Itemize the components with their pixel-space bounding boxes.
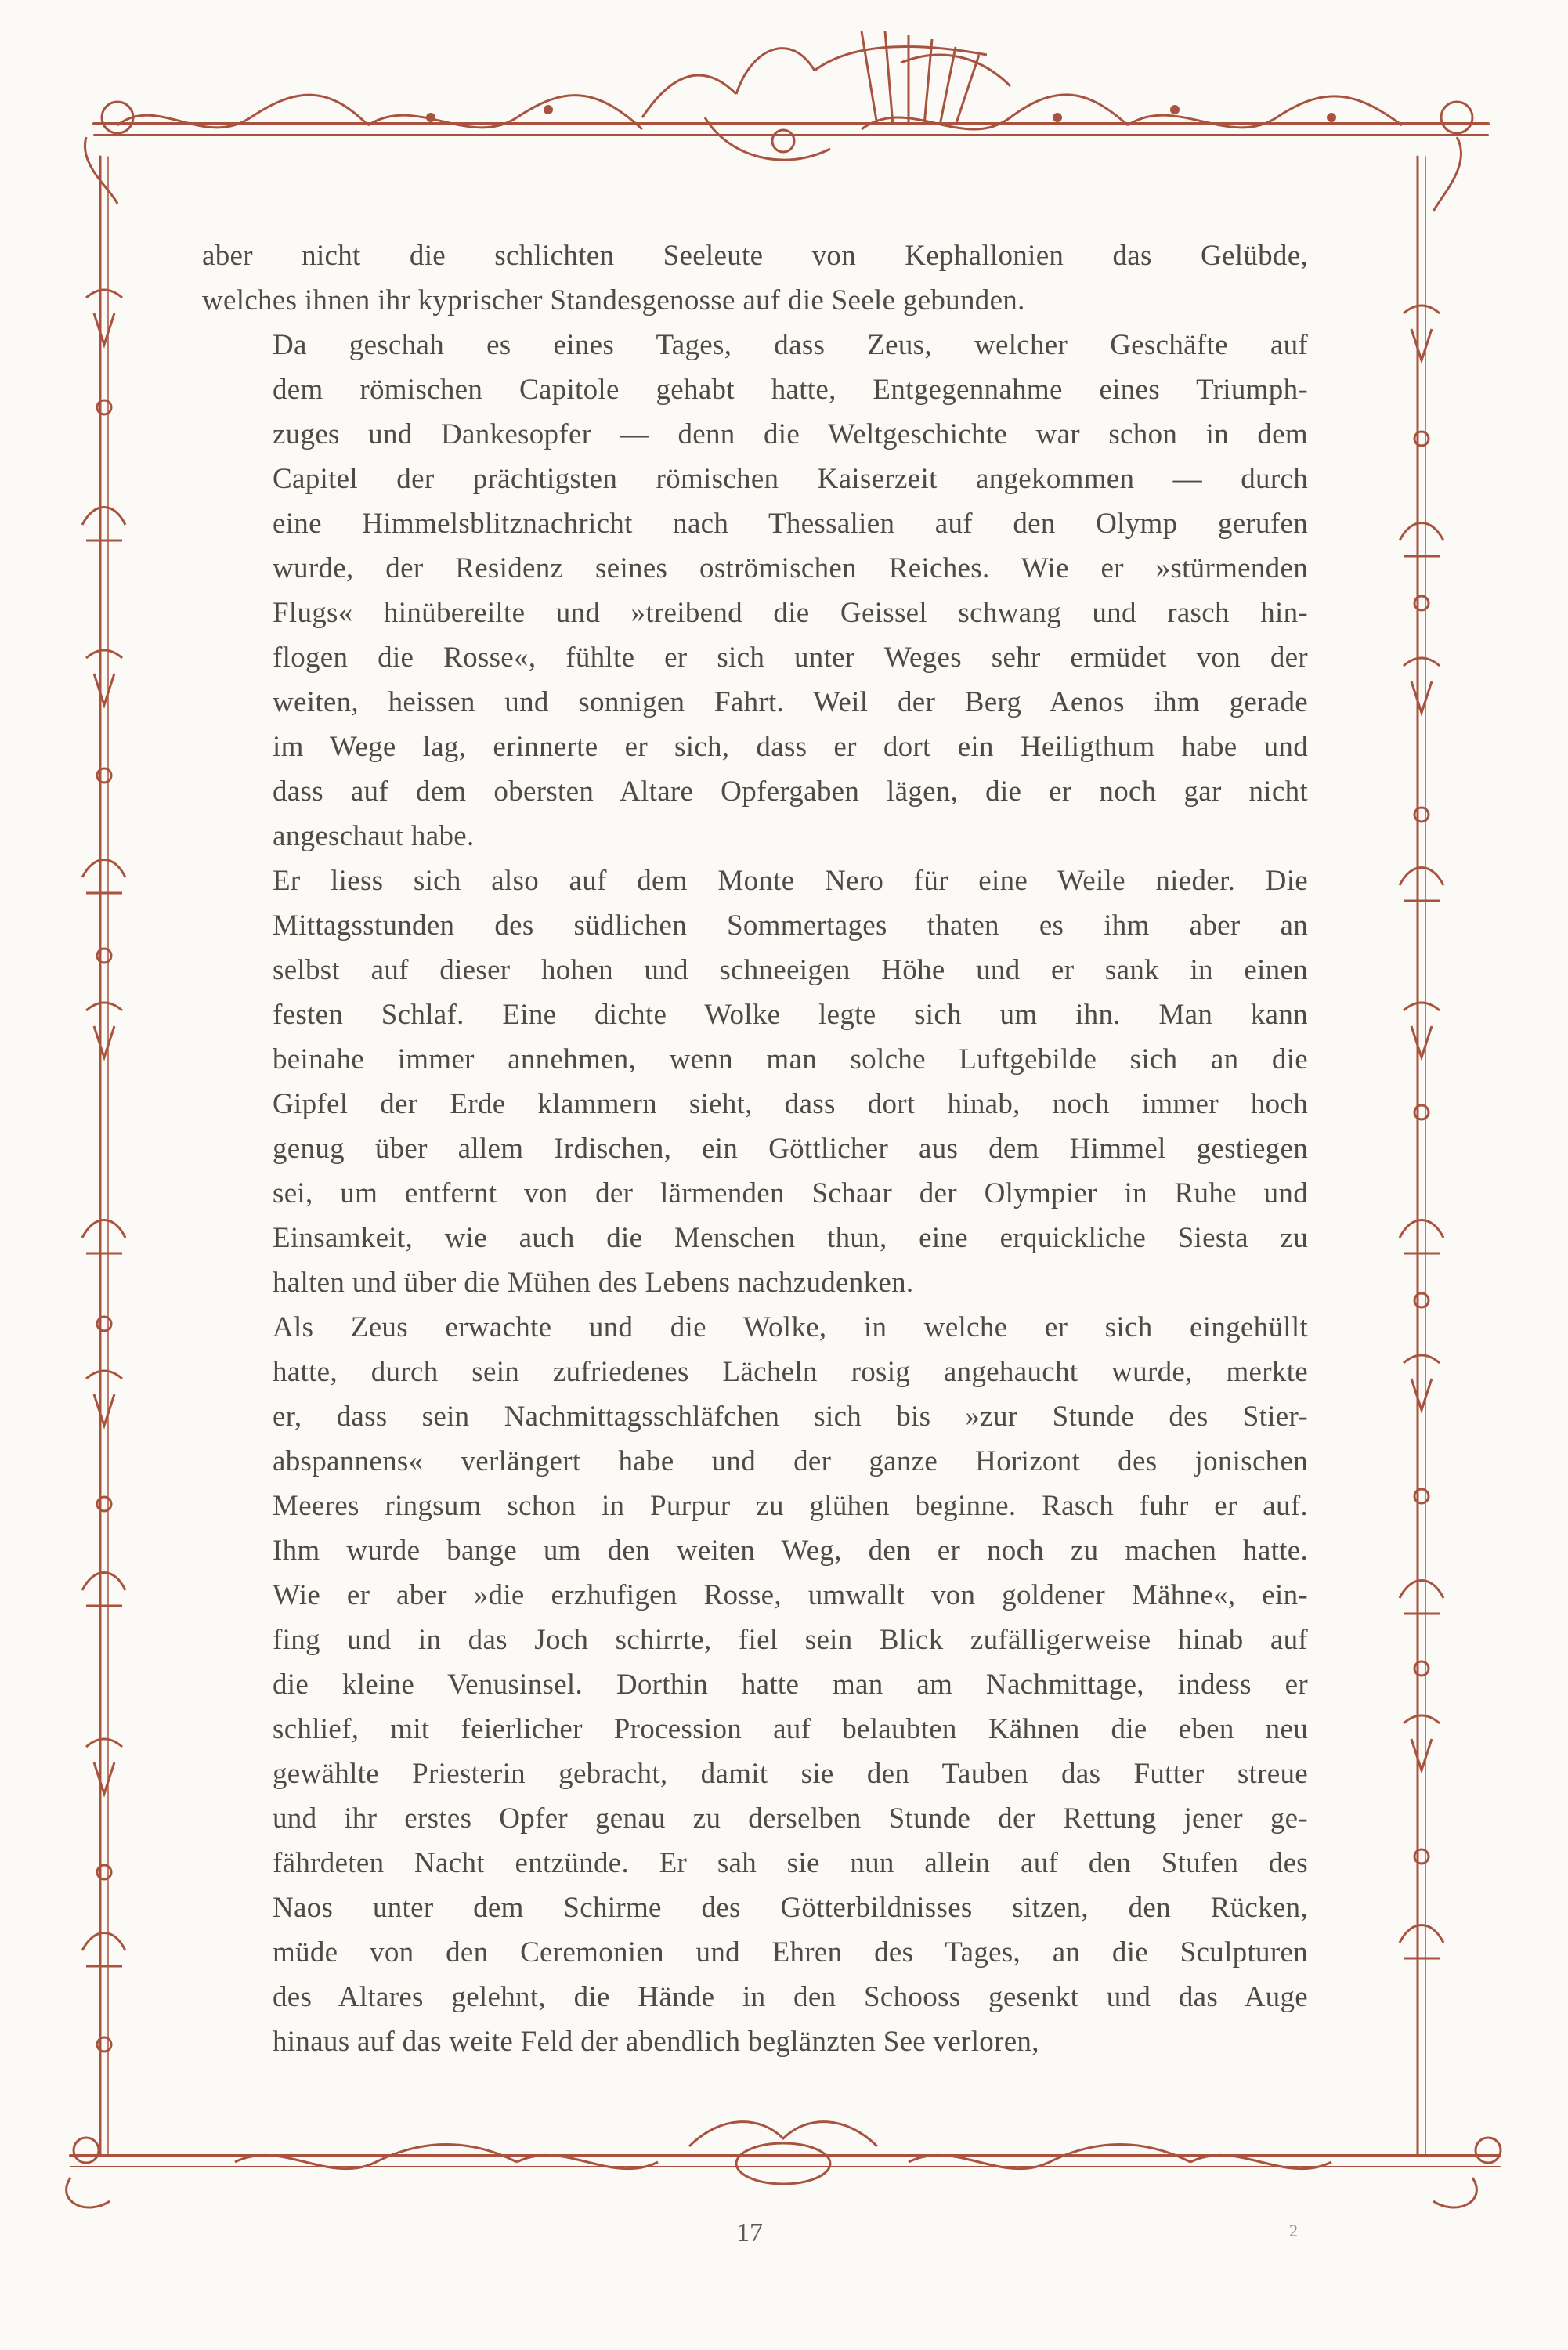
- text-line: im Wege lag, erinnerte er sich, dass er dort ein Heiligthum habe und: [273, 731, 1308, 763]
- text-line: wurde, der Residenz seines oströmischen Reiches. Wie er »stürmenden: [273, 552, 1308, 584]
- text-line: abspannens« verlängert habe und der ganze Horizont des jonischen: [273, 1445, 1308, 1477]
- text-line: gewählte Priesterin gebracht, damit sie den Tauben das Futter streue: [273, 1758, 1308, 1790]
- text-line: Gipfel der Erde klammern sieht, dass dort hinab, noch immer hoch: [273, 1088, 1308, 1120]
- text-line: halten und über die Mühen des Lebens nachzudenken.: [273, 1267, 914, 1299]
- paragraph: [202, 1305, 1308, 2064]
- text-line: weiten, heissen und sonnigen Fahrt. Weil der Berg Aenos ihm gerade: [273, 686, 1308, 718]
- text-line: angeschaut habe.: [273, 820, 475, 852]
- text-line: Ihm wurde bange um den weiten Weg, den er noch zu machen hatte.: [273, 1535, 1308, 1567]
- text-line: dass auf dem obersten Altare Opfergaben lägen, die er noch gar nicht: [273, 776, 1308, 808]
- text-line: Naos unter dem Schirme des Götterbildnisses sitzen, den Rücken,: [273, 1892, 1308, 1924]
- body-text: [202, 233, 1308, 2064]
- text-line: Capitel der prächtigsten römischen Kaiserzeit angekommen — durch: [273, 463, 1308, 495]
- text-line: flogen die Rosse«, fühlte er sich unter Weges sehr ermüdet von der: [273, 642, 1308, 674]
- text-line: Meeres ringsum schon in Purpur zu glühen beginne. Rasch fuhr er auf.: [273, 1490, 1308, 1522]
- text-line: fährdeten Nacht entzünde. Er sah sie nun allein auf den Stufen des: [273, 1847, 1308, 1879]
- text-line: Flugs« hinübereilte und »treibend die Geissel schwang und rasch hin-: [273, 597, 1308, 629]
- text-line: eine Himmelsblitznachricht nach Thessalien auf den Olymp gerufen: [273, 508, 1308, 540]
- text-line: Mittagsstunden des südlichen Sommertages thaten es ihm aber an: [273, 909, 1308, 942]
- text-line: fing und in das Joch schirrte, fiel sein Blick zufälligerweise hinab auf: [273, 1624, 1308, 1656]
- text-line: Einsamkeit, wie auch die Menschen thun, eine erquickliche Siesta zu: [273, 1222, 1308, 1254]
- signature-mark: 2: [1289, 2221, 1298, 2240]
- paragraph: [202, 859, 1308, 1305]
- text-line: schlief, mit feierlicher Procession auf belaubten Kähnen die eben neu: [273, 1713, 1308, 1745]
- text-line: hatte, durch sein zufriedenes Lächeln rosig angehaucht wurde, merkte: [273, 1356, 1308, 1388]
- text-line: Als Zeus erwachte und die Wolke, in welche er sich eingehüllt: [273, 1311, 1308, 1343]
- text-line: Da geschah es eines Tages, dass Zeus, welcher Geschäfte auf: [273, 329, 1308, 361]
- text-line: er, dass sein Nachmittagsschläfchen sich bis »zur Stunde des Stier-: [273, 1401, 1308, 1433]
- text-line: zuges und Dankesopfer — denn die Weltgeschichte war schon in dem: [273, 418, 1308, 450]
- paragraph: [202, 233, 1308, 323]
- text-line: des Altares gelehnt, die Hände in den Schooss gesenkt und das Auge: [273, 1981, 1308, 2013]
- text-line: beinahe immer annehmen, wenn man solche Luftgebilde sich an die: [273, 1043, 1308, 1076]
- text-line: aber nicht die schlichten Seeleute von Kephallonien das Gelübde,: [202, 240, 1308, 272]
- text-line: und ihr erstes Opfer genau zu derselben Stunde der Rettung jener ge-: [273, 1802, 1308, 1835]
- paragraph: [202, 323, 1308, 859]
- text-line: müde von den Ceremonien und Ehren des Tages, an die Sculpturen: [273, 1936, 1308, 1969]
- text-line: welches ihnen ihr kyprischer Standesgenosse auf die Seele gebunden.: [202, 284, 1025, 316]
- text-line: genug über allem Irdischen, ein Göttlicher aus dem Himmel gestiegen: [273, 1133, 1308, 1165]
- text-line: dem römischen Capitole gehabt hatte, Entgegennahme eines Triumph-: [273, 374, 1308, 406]
- text-line: hinaus auf das weite Feld der abendlich beglänzten See verloren,: [273, 2026, 1039, 2058]
- page-number: 17: [736, 2218, 763, 2247]
- text-line: Er liess sich also auf dem Monte Nero für eine Weile nieder. Die: [273, 865, 1308, 897]
- text-line: die kleine Venusinsel. Dorthin hatte man am Nachmittage, indess er: [273, 1668, 1308, 1701]
- text-line: Wie er aber »die erzhufigen Rosse, umwallt von goldener Mähne«, ein-: [273, 1579, 1308, 1611]
- text-line: selbst auf dieser hohen und schneeigen Höhe und er sank in einen: [273, 954, 1308, 986]
- text-line: sei, um entfernt von der lärmenden Schaar der Olympier in Ruhe und: [273, 1177, 1308, 1209]
- text-line: festen Schlaf. Eine dichte Wolke legte sich um ihn. Man kann: [273, 999, 1308, 1031]
